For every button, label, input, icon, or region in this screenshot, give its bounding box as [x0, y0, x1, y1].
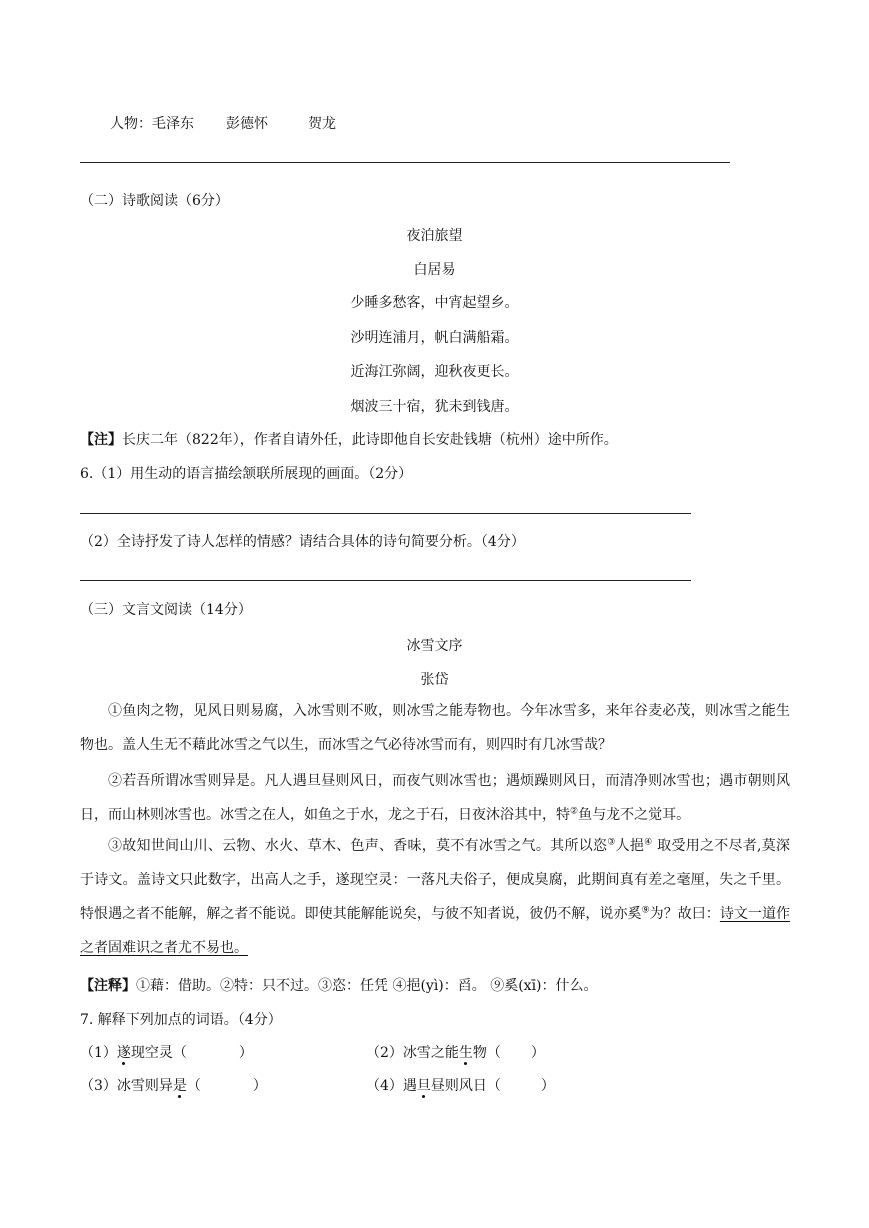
answer-line: [80, 580, 691, 581]
people-line: [110, 113, 336, 133]
poem-line: 沙明连浦月，帆白满船霜。: [350, 330, 519, 346]
poem-author: 白居易: [413, 262, 456, 278]
dotted-word: 生: [459, 1042, 473, 1062]
poem-title: 夜泊旅望: [406, 228, 463, 244]
essay-paragraph-1: ①鱼肉之物，见风日则易腐，入冰雪则不败，则冰雪之能寿物也。今年冰雪多，来年谷麦必茂，则冰雪之能生物也。盖人生无不藉此冰雪之气以生，而冰雪之气必待冰雪而有，则四时有几冰雪哉？: [80, 703, 790, 753]
poem-note: [80, 429, 618, 449]
poem-line: 近海江弥阔，迎秋夜更长。: [350, 364, 519, 380]
dotted-word: 是: [173, 1075, 187, 1095]
essay-paragraph-3: ③故知世间山川、云物、水火、草木、色声、香味，莫不有冰雪之气。其所以恣③人挹④ 取受用之不尽者,莫深于诗文。盖诗文只此数字，出高人之手，遂现空灵：一落凡夫俗子，便成臭腐，此期间真有差之毫厘，失之千里。特恨遇之者不能解，解之者不能说。即使其能解能说矣，与彼不知者说，彼仍不解，说亦奚⑨为？故曰：诗文一道作之者固难识之者尤不易也。: [80, 837, 791, 956]
word-item: （4）遇旦昼则风日（ ）: [366, 1075, 555, 1095]
person-name: 毛泽东: [152, 116, 194, 132]
dotted-word: 旦: [417, 1075, 431, 1095]
poetry-heading: （二）诗歌阅读（6分）: [80, 193, 229, 209]
person-name: 贺龙: [308, 116, 336, 132]
footnote-marker: ④: [644, 837, 653, 848]
essay-notes: [80, 975, 598, 995]
answer-line: [80, 513, 691, 514]
question-6-1: 6.（1）用生动的语言描绘颔联所展现的画面。（2分）: [80, 466, 413, 482]
word-item: （2）冰雪之能生物（ ）: [366, 1042, 545, 1062]
people-label: 人物：: [110, 116, 152, 132]
essay-title: 冰雪文序: [406, 638, 463, 654]
person-name: 彭德怀: [226, 116, 268, 132]
classical-heading: （三）文言文阅读（14分）: [80, 602, 252, 618]
essay-paragraph-2: ②若吾所谓冰雪则异是。凡人遇旦昼则风日，而夜气则冰雪也；遇烦躁则风日，而清净则冰雪也；遇市朝则风日，而山林则冰雪也。冰雪之在人，如鱼之于水，龙之于石，日夜沐浴其中，特②鱼与龙不之觉耳。: [80, 773, 790, 823]
essay-author: 张岱: [420, 672, 449, 688]
note-tag: 【注】: [80, 432, 122, 448]
question-7: 7. 解释下列加点的词语。（4分）: [80, 1012, 282, 1028]
word-item: （1）遂现空灵（ ）: [80, 1042, 253, 1062]
footnote-marker: ③: [607, 837, 616, 848]
dotted-word: 遂: [117, 1042, 131, 1062]
footnote-marker: ②: [570, 806, 579, 817]
note-text: 长庆二年（822年），作者自请外任，此诗即他自长安赴钱塘（杭州）途中所作。: [122, 432, 618, 448]
footnote-marker: ⑨: [641, 905, 650, 916]
poem-line: 烟波三十宿，犹未到钱唐。: [350, 399, 519, 415]
poem-line: 少睡多愁客，中宵起望乡。: [350, 295, 519, 311]
word-item: （3）冰雪则异是（ ）: [80, 1075, 267, 1095]
answer-line: [80, 162, 730, 163]
notes-text: ①藉：借助。②特：只不过。③恣：任凭 ④挹(yì)：舀。 ⑨奚(xī)：什么。: [136, 978, 598, 994]
underlined-sentence: 诗文一道作之者固难识之者尤不易也。: [80, 906, 791, 956]
question-6-2: （2）全诗抒发了诗人怎样的情感？请结合具体的诗句简要分析。（4分）: [80, 534, 525, 550]
notes-tag: 【注释】: [80, 978, 136, 994]
